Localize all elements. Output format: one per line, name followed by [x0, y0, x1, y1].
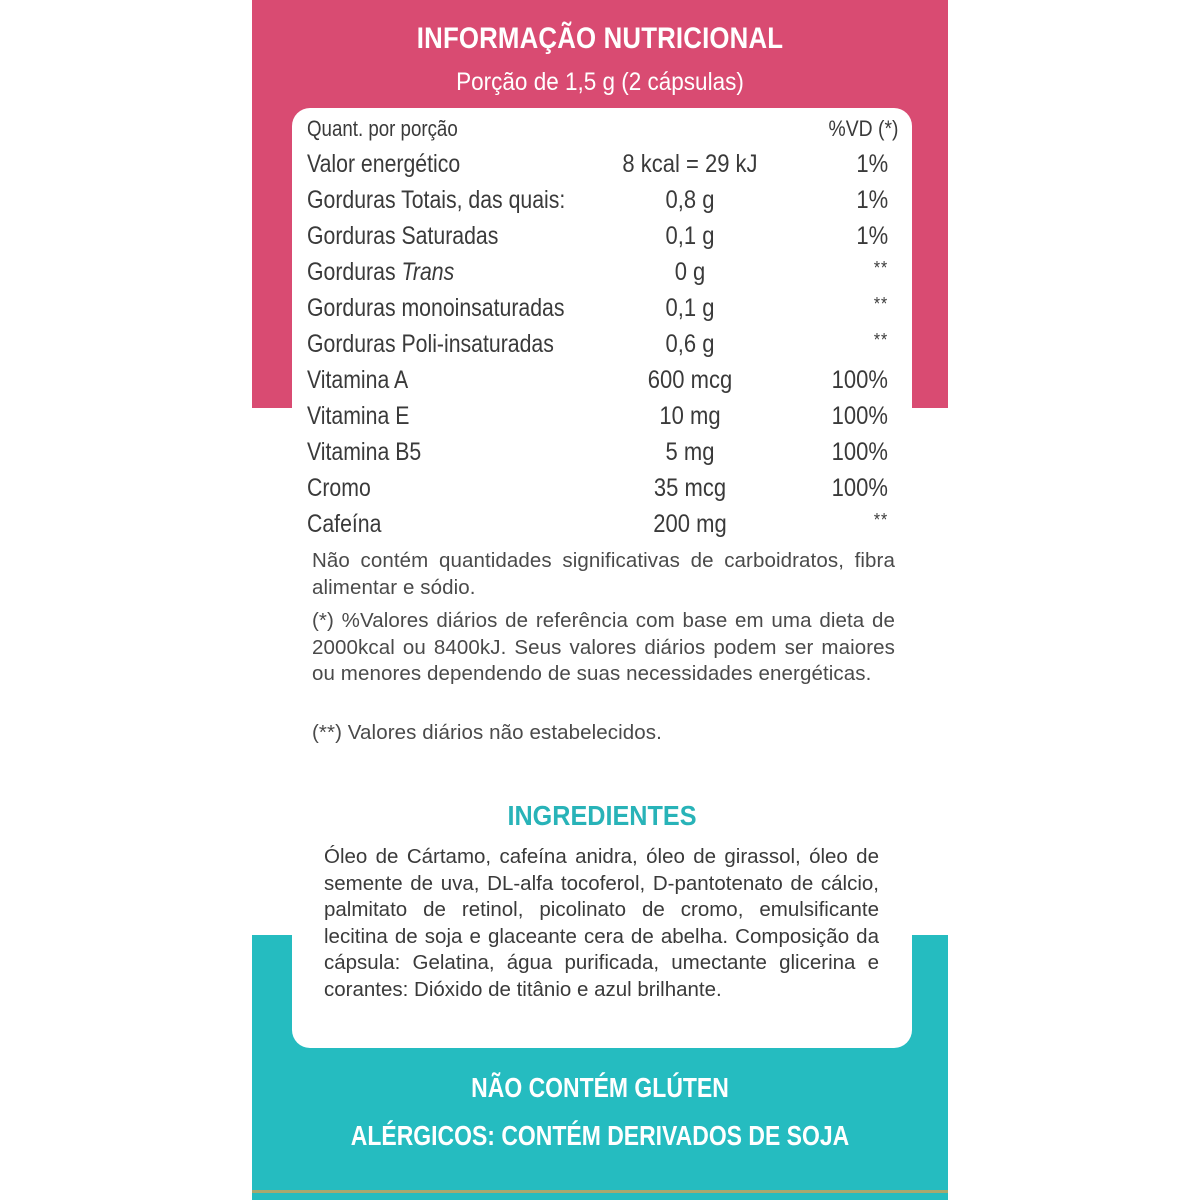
nutrition-label — [252, 0, 948, 1200]
bottom-accent-line — [252, 1190, 948, 1193]
nutrient-dv: ** — [873, 294, 888, 314]
nutrient-amount: 0 g — [674, 258, 706, 286]
nutrient-name: Gorduras Totais, das quais: — [307, 186, 566, 214]
nutrient-name: Vitamina B5 — [307, 438, 422, 466]
nutrient-dv: 100% — [831, 366, 888, 394]
nutrient-dv: 100% — [831, 402, 888, 430]
nutrient-dv: ** — [873, 258, 888, 278]
table-row — [292, 438, 912, 474]
nutrient-name: Valor energético — [307, 150, 461, 178]
nutrient-amount: 0,1 g — [665, 222, 715, 250]
table-row — [292, 474, 912, 510]
table-row — [292, 510, 912, 546]
nutrient-amount: 0,1 g — [665, 294, 715, 322]
nutrient-name: Cromo — [307, 474, 371, 502]
nutrient-amount: 5 mg — [665, 438, 715, 466]
nutrient-amount: 0,6 g — [665, 330, 715, 358]
gluten-notice: NÃO CONTÉM GLÚTEN — [471, 1072, 729, 1103]
note-not-established: (**) Valores diários não estabelecidos. — [312, 721, 662, 744]
nutrient-name: Vitamina E — [307, 402, 410, 430]
ingredients-text: Óleo de Cártamo, cafeína anidra, óleo de girassol, óleo de semente de uva, DL-alfa tocoferol, D-pantotenato de cálcio, palmitato de retinol, picolinato de cromo, emulsificante lecitina de soja e glaceante cera de abelha. Composição da cápsula: Gelatina, água purificada, umectante glicerina e corantes: Dióxido de titânio e azul brilhante. — [324, 845, 879, 1001]
nutrient-amount: 8 kcal = 29 kJ — [622, 150, 758, 178]
nutrient-dv: ** — [873, 510, 888, 530]
nutrient-name: Gorduras Poli-insaturadas — [307, 330, 554, 358]
table-header-row — [292, 116, 912, 152]
nutrient-dv: ** — [873, 330, 888, 350]
nutrient-name: Vitamina A — [307, 366, 409, 394]
table-row — [292, 402, 912, 438]
table-row — [292, 330, 912, 366]
label-title: INFORMAÇÃO NUTRICIONAL — [416, 22, 784, 55]
table-row — [292, 150, 912, 186]
dv-header: %VD (*) — [828, 116, 898, 141]
nutrient-amount: 200 mg — [653, 510, 727, 538]
table-row — [292, 258, 912, 294]
nutrient-name: Cafeína — [307, 510, 382, 538]
nutrient-dv: 1% — [856, 150, 888, 178]
nutrient-amount: 10 mg — [659, 402, 721, 430]
nutrient-amount: 0,8 g — [665, 186, 715, 214]
serving-size: Porção de 1,5 g (2 cápsulas) — [456, 68, 744, 96]
note-not-significant: Não contém quantidades significativas de carboidratos, fibra alimentar e sódio. — [312, 549, 895, 599]
info-card — [292, 108, 912, 1048]
table-row — [292, 222, 912, 258]
nutrient-name: Gorduras Saturadas — [307, 222, 499, 250]
note-daily-values: (*) %Valores diários de referência com base em uma dieta de 2000kcal ou 8400kJ. Seus valores diários podem ser maiores ou menores dependendo de suas necessidades energéticas. — [312, 609, 895, 685]
table-row — [292, 186, 912, 222]
table-row — [292, 294, 912, 330]
nutrient-name-italic: Trans — [401, 258, 455, 286]
nutrient-amount: 35 mcg — [653, 474, 727, 502]
allergen-notice: ALÉRGICOS: CONTÉM DERIVADOS DE SOJA — [350, 1120, 850, 1151]
nutrient-dv: 1% — [856, 222, 888, 250]
nutrient-name: Gorduras monoinsaturadas — [307, 294, 565, 322]
ingredients-title: INGREDIENTES — [507, 800, 697, 831]
nutrient-name — [307, 258, 454, 287]
nutrient-dv: 100% — [831, 474, 888, 502]
nutrient-dv: 1% — [856, 186, 888, 214]
quantity-header: Quant. por porção — [307, 116, 458, 141]
nutrient-amount: 600 mcg — [647, 366, 733, 394]
table-row — [292, 366, 912, 402]
nutrient-dv: 100% — [831, 438, 888, 466]
nutrient-name-prefix: Gorduras — [307, 258, 402, 286]
